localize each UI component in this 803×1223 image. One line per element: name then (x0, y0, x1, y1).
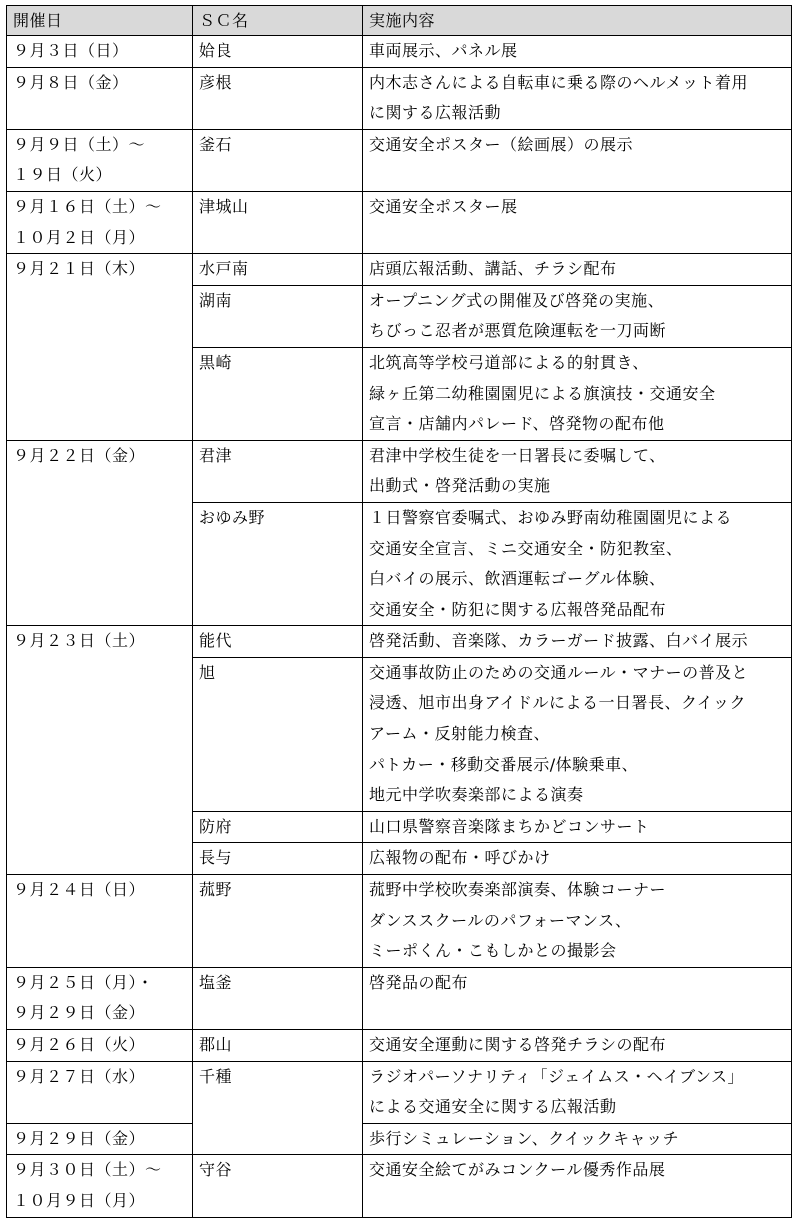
activity-cell: １日警察官委嘱式、おゆみ野南幼稚園園児による 交通安全宣言、ミニ交通安全・防犯教室、 白バイの展示、飲酒運転ゴーグル体験、 交通安全・防犯に関する広報啓発品配布 (363, 502, 792, 625)
activity-cell: 山口県警察音楽隊まちかどコンサート (363, 811, 792, 843)
table-row (7, 67, 792, 129)
sc-name-cell: 防府 (193, 811, 363, 843)
table-row (7, 875, 792, 968)
table-row (7, 440, 792, 502)
activity-cell: 君津中学校生徒を一日署長に委嘱して、 出動式・啓発活動の実施 (363, 440, 792, 502)
date-cell: ９月２５日（月）・ ９月２９日（金） (7, 967, 193, 1029)
sc-name-cell: 菰野 (193, 875, 363, 968)
date-cell: ９月３０日（土）～ １０月９日（月） (7, 1155, 193, 1217)
event-schedule-table (6, 5, 792, 1218)
table-row (7, 626, 792, 658)
table-row (7, 967, 792, 1029)
table-row (7, 191, 792, 253)
table-row (7, 129, 792, 191)
sc-name-cell: 湖南 (193, 285, 363, 347)
activity-cell: 交通安全運動に関する啓発チラシの配布 (363, 1030, 792, 1062)
date-cell: ９月１６日（土）～ １０月２日（月） (7, 191, 193, 253)
sc-name-cell: 長与 (193, 843, 363, 875)
sc-name-cell: 津城山 (193, 191, 363, 253)
header-activity: 実施内容 (363, 6, 792, 36)
sc-name-cell: 能代 (193, 626, 363, 658)
activity-cell: オープニング式の開催及び啓発の実施、 ちびっこ忍者が悪質危険運転を一刀両断 (363, 285, 792, 347)
table-row (7, 1061, 792, 1123)
sc-name-cell: 旭 (193, 657, 363, 811)
table-row (7, 1030, 792, 1062)
date-cell: ９月８日（金） (7, 67, 193, 129)
sc-name-cell: 守谷 (193, 1155, 363, 1217)
sc-name-cell: 彦根 (193, 67, 363, 129)
table-row (7, 1123, 792, 1155)
activity-cell: 内木志さんによる自転車に乗る際のヘルメット着用 に関する広報活動 (363, 67, 792, 129)
header-sc-name: ＳＣ名 (193, 6, 363, 36)
table-row (7, 1155, 792, 1217)
activity-cell: 交通安全絵てがみコンクール優秀作品展 (363, 1155, 792, 1217)
sc-name-cell: 千種 (193, 1061, 363, 1155)
sc-name-cell: 郡山 (193, 1030, 363, 1062)
date-cell: ９月２１日（木） (7, 254, 193, 441)
date-cell: ９月２２日（金） (7, 440, 193, 626)
sc-name-cell: 黒崎 (193, 347, 363, 440)
sc-name-cell: 釜石 (193, 129, 363, 191)
date-cell: ９月２６日（火） (7, 1030, 193, 1062)
sc-name-cell: おゆみ野 (193, 502, 363, 625)
activity-cell: 交通安全ポスター展 (363, 191, 792, 253)
activity-cell: ラジオパーソナリティ「ジェイムス・ヘイブンス」 による交通安全に関する広報活動 (363, 1061, 792, 1123)
sc-name-cell: 君津 (193, 440, 363, 502)
activity-cell: 交通事故防止のための交通ルール・マナーの普及と 浸透、旭市出身アイドルによる一日署長、クイック アーム・反射能力検査、 パトカー・移動交番展示/体験乗車、 地元中学吹奏楽部による演奏 (363, 657, 792, 811)
activity-cell: 広報物の配布・呼びかけ (363, 843, 792, 875)
date-cell: ９月２３日（土） (7, 626, 193, 875)
sc-name-cell: 塩釜 (193, 967, 363, 1029)
table-row (7, 254, 792, 286)
activity-cell: 交通安全ポスター（絵画展）の展示 (363, 129, 792, 191)
table-row (7, 36, 792, 68)
date-cell: ９月９日（土）～ １９日（火） (7, 129, 193, 191)
activity-cell: 北筑高等学校弓道部による的射貫き、 緑ヶ丘第二幼稚園園児による旗演技・交通安全 宣言・店舗内パレード、啓発物の配布他 (363, 347, 792, 440)
activity-cell: 車両展示、パネル展 (363, 36, 792, 68)
activity-cell: 歩行シミュレーション、クイックキャッチ (363, 1123, 792, 1155)
sc-name-cell: 姶良 (193, 36, 363, 68)
activity-cell: 菰野中学校吹奏楽部演奏、体験コーナー ダンススクールのパフォーマンス、 ミーポくん・こもしかとの撮影会 (363, 875, 792, 968)
sc-name-cell: 水戸南 (193, 254, 363, 286)
activity-cell: 啓発活動、音楽隊、カラーガード披露、白バイ展示 (363, 626, 792, 658)
date-cell: ９月２９日（金） (7, 1123, 193, 1155)
table-header-row (7, 6, 792, 36)
header-date: 開催日 (7, 6, 193, 36)
activity-cell: 店頭広報活動、講話、チラシ配布 (363, 254, 792, 286)
activity-cell: 啓発品の配布 (363, 967, 792, 1029)
date-cell: ９月２４日（日） (7, 875, 193, 968)
date-cell: ９月２７日（水） (7, 1061, 193, 1123)
date-cell: ９月３日（日） (7, 36, 193, 68)
